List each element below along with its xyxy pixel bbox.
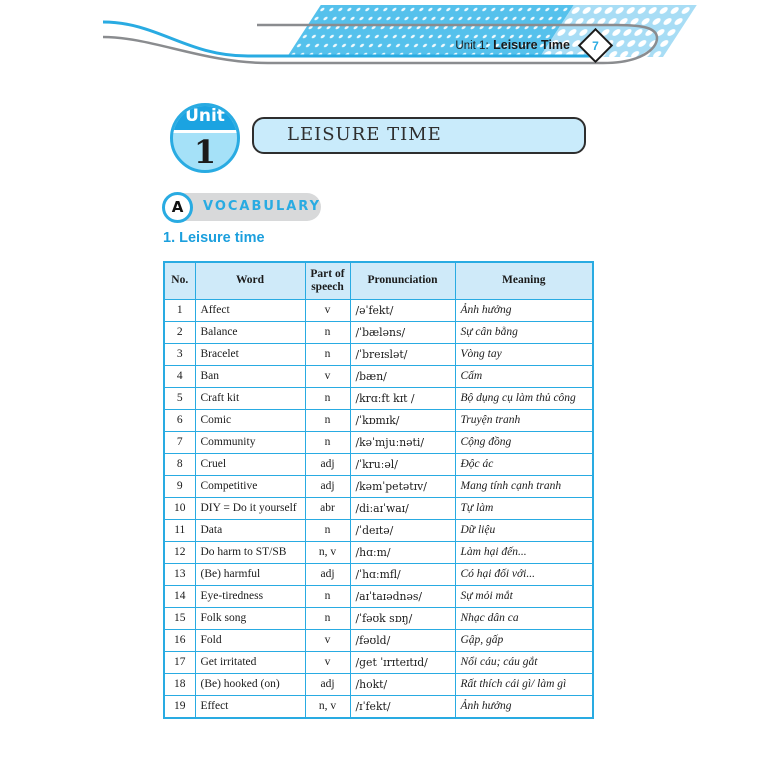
- table-row: [164, 652, 593, 674]
- cell-no: 4: [164, 366, 195, 388]
- cell-pron: /ˈfəʊk sɒŋ/: [350, 608, 455, 630]
- cell-word: Balance: [195, 322, 305, 344]
- cell-meaning: Gập, gấp: [455, 630, 593, 652]
- cell-pos: adj: [305, 674, 350, 696]
- cell-no: 16: [164, 630, 195, 652]
- cell-pos: n: [305, 520, 350, 542]
- table-row: [164, 520, 593, 542]
- cell-meaning: Ảnh hưởng: [455, 696, 593, 719]
- cell-meaning: Mang tính cạnh tranh: [455, 476, 593, 498]
- cell-pron: /aɪˈtaɪədnəs/: [350, 586, 455, 608]
- cell-pron: /hokt/: [350, 674, 455, 696]
- column-header: No.: [164, 262, 195, 300]
- vocabulary-section-title: VOCABULARY: [203, 199, 322, 214]
- unit-badge-word: Unit: [170, 103, 240, 133]
- table-row: [164, 696, 593, 719]
- cell-word: Get irritated: [195, 652, 305, 674]
- table-row: [164, 542, 593, 564]
- table-row: [164, 498, 593, 520]
- column-header: Pronunciation: [350, 262, 455, 300]
- cell-pron: /krɑːft kɪt /: [350, 388, 455, 410]
- unit-title-bar: [252, 117, 586, 154]
- table-row: [164, 410, 593, 432]
- cell-pos: n: [305, 432, 350, 454]
- table-row: [164, 674, 593, 696]
- cell-word: Competitive: [195, 476, 305, 498]
- cell-pron: /bæn/: [350, 366, 455, 388]
- cell-meaning: Làm hại đến...: [455, 542, 593, 564]
- cell-pos: adj: [305, 454, 350, 476]
- vocab-table-body: [164, 300, 593, 719]
- cell-pron: /kəˈmjuːnəti/: [350, 432, 455, 454]
- unit-title: LEISURE TIME: [287, 124, 442, 145]
- cell-meaning: Cấm: [455, 366, 593, 388]
- cell-word: Folk song: [195, 608, 305, 630]
- cell-pos: n, v: [305, 696, 350, 719]
- cell-pos: v: [305, 300, 350, 322]
- cell-pos: n: [305, 410, 350, 432]
- running-head: [410, 36, 570, 54]
- cell-pos: n: [305, 322, 350, 344]
- cell-no: 2: [164, 322, 195, 344]
- cell-no: 7: [164, 432, 195, 454]
- table-row: [164, 586, 593, 608]
- cell-word: Affect: [195, 300, 305, 322]
- cell-pos: n: [305, 608, 350, 630]
- cell-pron: /ˈhɑːmfl/: [350, 564, 455, 586]
- cell-pos: n, v: [305, 542, 350, 564]
- cell-meaning: Độc ác: [455, 454, 593, 476]
- header-row: [164, 262, 593, 300]
- cell-meaning: Nhạc dân ca: [455, 608, 593, 630]
- table-row: [164, 388, 593, 410]
- cell-word: Fold: [195, 630, 305, 652]
- vocab-table-head: [164, 262, 593, 300]
- cell-meaning: Nổi cáu; cáu gắt: [455, 652, 593, 674]
- cell-meaning: Có hại đối với...: [455, 564, 593, 586]
- cell-pos: adj: [305, 564, 350, 586]
- cell-meaning: Truyện tranh: [455, 410, 593, 432]
- cell-pron: /ˈbreɪslət/: [350, 344, 455, 366]
- cell-pron: /hɑːm/: [350, 542, 455, 564]
- cell-meaning: Sự mỏi mắt: [455, 586, 593, 608]
- cell-pos: n: [305, 586, 350, 608]
- cell-meaning: Tự làm: [455, 498, 593, 520]
- cell-word: Bracelet: [195, 344, 305, 366]
- cell-pron: /get ˈɪrɪteɪtɪd/: [350, 652, 455, 674]
- unit-badge: [170, 103, 240, 173]
- cell-no: 19: [164, 696, 195, 719]
- vocab-table: [163, 261, 594, 719]
- cell-word: Community: [195, 432, 305, 454]
- cell-no: 15: [164, 608, 195, 630]
- table-row: [164, 366, 593, 388]
- column-header: Part of speech: [305, 262, 350, 300]
- vocabulary-pill: [171, 193, 321, 221]
- table-row: [164, 564, 593, 586]
- running-head-unit: Unit 1:: [455, 40, 489, 52]
- cell-pos: v: [305, 630, 350, 652]
- cell-word: Do harm to ST/SB: [195, 542, 305, 564]
- cell-pos: v: [305, 652, 350, 674]
- column-header: Meaning: [455, 262, 593, 300]
- cell-meaning: Bộ dụng cụ làm thủ công: [455, 388, 593, 410]
- table-row: [164, 630, 593, 652]
- cell-word: DIY = Do it yourself: [195, 498, 305, 520]
- cell-no: 5: [164, 388, 195, 410]
- cell-word: Ban: [195, 366, 305, 388]
- table-row: [164, 344, 593, 366]
- section-a-icon: A: [162, 192, 193, 223]
- cell-pron: /ɪˈfekt/: [350, 696, 455, 719]
- table-row: [164, 432, 593, 454]
- cell-pos: n: [305, 388, 350, 410]
- table-row: [164, 608, 593, 630]
- cell-no: 10: [164, 498, 195, 520]
- cell-pos: abr: [305, 498, 350, 520]
- cell-word: (Be) harmful: [195, 564, 305, 586]
- cell-meaning: Sự cân bằng: [455, 322, 593, 344]
- cell-no: 14: [164, 586, 195, 608]
- cell-no: 6: [164, 410, 195, 432]
- cell-meaning: Dữ liệu: [455, 520, 593, 542]
- cell-no: 9: [164, 476, 195, 498]
- page-number: 7: [592, 38, 599, 53]
- cell-pron: /fəʊld/: [350, 630, 455, 652]
- cell-no: 12: [164, 542, 195, 564]
- cell-no: 3: [164, 344, 195, 366]
- cell-word: Cruel: [195, 454, 305, 476]
- cell-pos: v: [305, 366, 350, 388]
- cell-no: 8: [164, 454, 195, 476]
- subsection-title: 1. Leisure time: [163, 230, 265, 246]
- cell-pron: /əˈfekt/: [350, 300, 455, 322]
- cell-word: Comic: [195, 410, 305, 432]
- cell-meaning: Ảnh hưởng: [455, 300, 593, 322]
- running-head-title: Leisure Time: [493, 38, 570, 52]
- cell-pos: adj: [305, 476, 350, 498]
- unit-badge-number: 1: [193, 133, 217, 171]
- table-row: [164, 454, 593, 476]
- table-row: [164, 322, 593, 344]
- cell-word: Craft kit: [195, 388, 305, 410]
- cell-no: 13: [164, 564, 195, 586]
- table-row: [164, 476, 593, 498]
- cell-pron: /kəmˈpetətɪv/: [350, 476, 455, 498]
- cell-no: 11: [164, 520, 195, 542]
- cell-meaning: Vòng tay: [455, 344, 593, 366]
- cell-no: 1: [164, 300, 195, 322]
- cell-word: Eye-tiredness: [195, 586, 305, 608]
- cell-no: 17: [164, 652, 195, 674]
- cell-meaning: Cộng đồng: [455, 432, 593, 454]
- vocabulary-section-header: [162, 192, 332, 223]
- table-row: [164, 300, 593, 322]
- cell-pron: /ˈdeɪtə/: [350, 520, 455, 542]
- cell-pron: /diːaɪˈwaɪ/: [350, 498, 455, 520]
- cell-pron: /ˈkruːəl/: [350, 454, 455, 476]
- cell-meaning: Rất thích cái gì/ làm gì: [455, 674, 593, 696]
- cell-pron: /ˈbæləns/: [350, 322, 455, 344]
- cell-pos: n: [305, 344, 350, 366]
- cell-pron: /ˈkɒmɪk/: [350, 410, 455, 432]
- cell-no: 18: [164, 674, 195, 696]
- column-header: Word: [195, 262, 305, 300]
- banner-wave-lines: [0, 0, 761, 100]
- cell-word: (Be) hooked (on): [195, 674, 305, 696]
- cell-word: Effect: [195, 696, 305, 719]
- cell-word: Data: [195, 520, 305, 542]
